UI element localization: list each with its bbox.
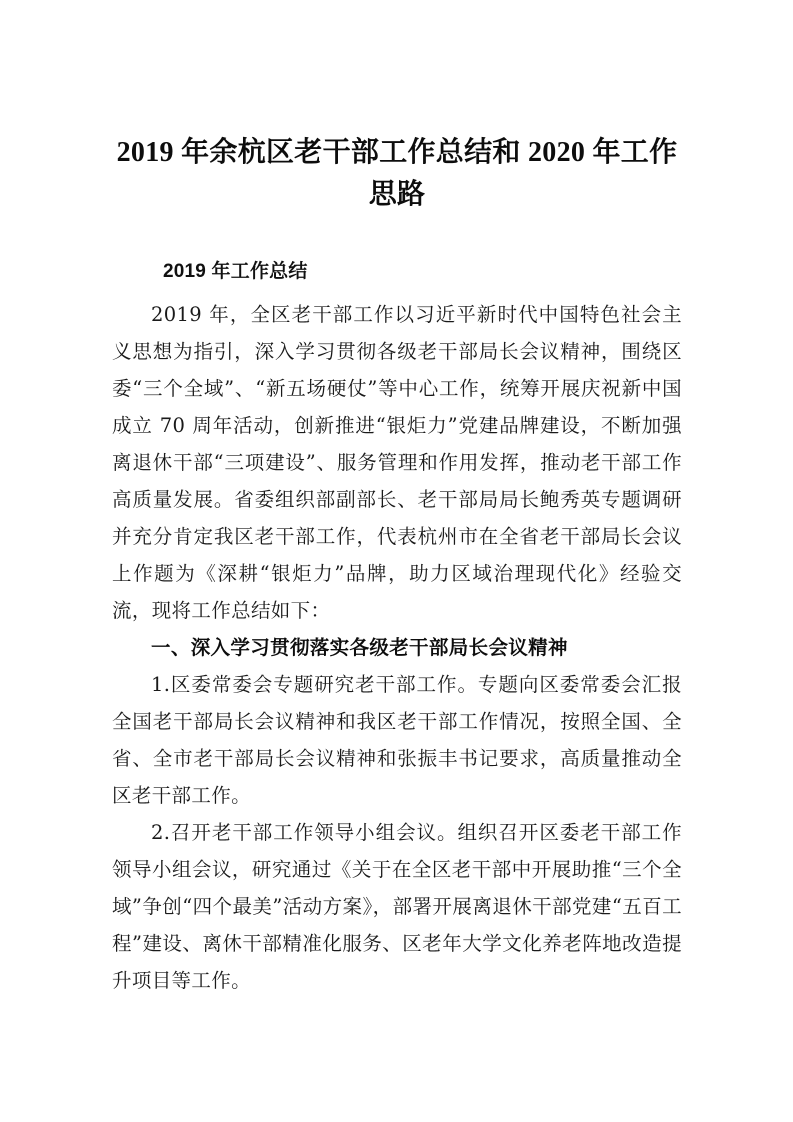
document-title: 2019 年余杭区老干部工作总结和 2020 年工作思路 xyxy=(116,137,678,210)
document-content-column xyxy=(112,0,682,999)
paragraph-item-2: 2.召开老干部工作领导小组会议。组织召开区委老干部工作领导小组会议，研究通过《关于在全区老干部中开展助推“三个全域”争创“四个最美”活动方案》，部署开展离退休干部党建“五百工程”建设、离休干部精准化服务、区老年大学文化养老阵地改造提升项目等工作。 xyxy=(112,821,682,992)
paragraph-item-1: 1.区委常委会专题研究老干部工作。专题向区委常委会汇报全国老干部局长会议精神和我区老干部工作情况，按照全国、全省、全市老干部局长会议精神和张振丰书记要求，高质量推动全区老干部工作。 xyxy=(112,673,682,807)
subheading-section-one: 一、深入学习贯彻落实各级老干部局长会议精神 xyxy=(151,636,568,659)
section-heading-2019-summary: 2019 年工作总结 xyxy=(163,261,308,282)
paragraph-overview: 2019 年，全区老干部工作以习近平新时代中国特色社会主义思想为指引，深入学习贯彻各级老干部局长会议精神，围绕区委“三个全域”、“新五场硬仗”等中心工作，统筹开展庆祝新中国成立 70 周年活动，创新推进“银炬力”党建品牌建设，不断加强离退休干部“三项建设”、服务管理和作用发挥，推动老干部工作高质量发展。省委组织部副部长、老干部局局长鲍秀英专题调研并充分肯定我区老干部工作，代表杭州市在全省老干部局长会议上作题为《深耕“银炬力”品牌，助力区域治理现代化》经验交流，现将工作总结如下： xyxy=(112,303,682,622)
